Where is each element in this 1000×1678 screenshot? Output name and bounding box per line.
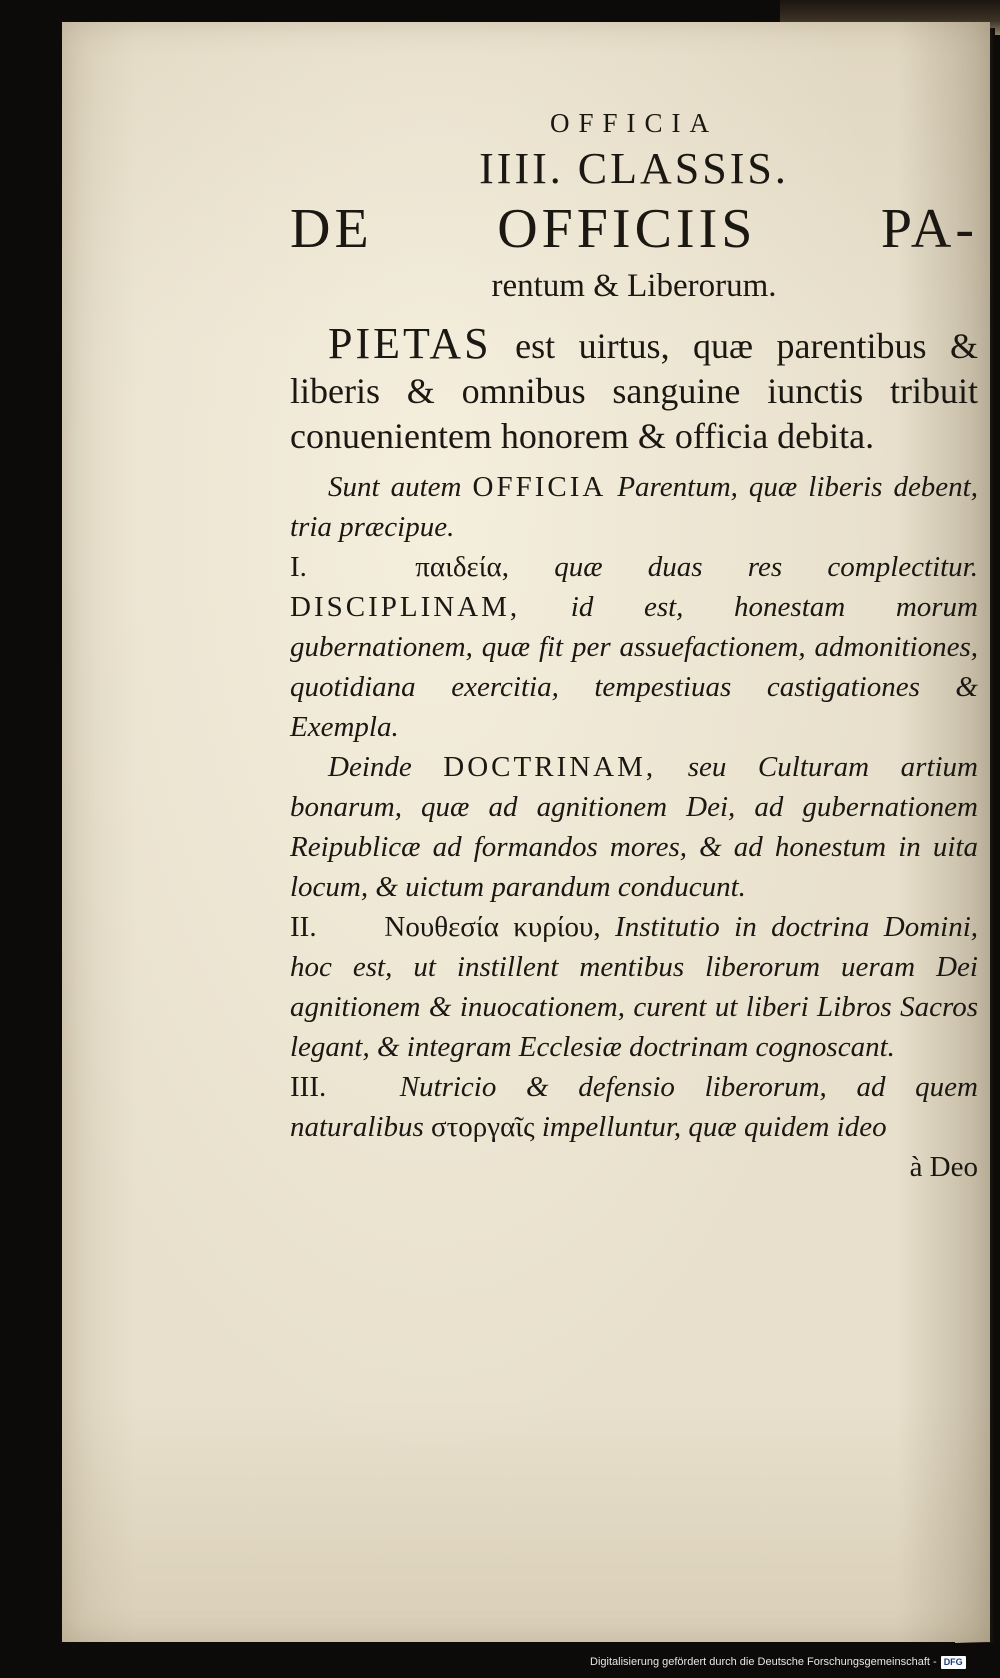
section-1-disciplinam: DISCIPLINAM, <box>290 591 521 623</box>
footer-credit: Digitalisierung gefördert durch die Deutsche Forschungsgemeinschaft - <box>590 1656 937 1668</box>
catchword: à Deo <box>909 1151 978 1183</box>
intro-text-a: Sunt autem <box>328 471 462 503</box>
section-1-greek: παιδεία, <box>415 551 509 583</box>
definition-initial: PIETAS <box>328 319 492 368</box>
section-1-number: I. <box>290 551 307 583</box>
section-2-text: Institutio in doctrina Domini, hoc est, ut instillent mentibus liberorum ueram Dei agnitionem & inuocationem, curent ut liberi Libros Sacros legant, & integram Ecclesiæ doctrinam cognoscant. <box>290 911 979 1063</box>
section-2-number: II. <box>290 911 317 943</box>
section-1b-text-c: seu Culturam artium bonarum, quæ ad agnitionem Dei, ad gubernationem Reipublicæ ad formandos mores, & ad honestum in uita locum, & uictum parandum conducunt. <box>290 751 978 903</box>
section-1-text-c: id est, honestam morum gubernationem, quæ fit per assuefactionem, admonitiones, quotidiana exercitia, tempestiuas castigationes & Exempla. <box>290 591 978 743</box>
digitization-footer <box>590 1653 966 1671</box>
section-1b-doctrinam: DOCTRINAM, <box>443 751 657 783</box>
intro-officia: OFFICIA <box>472 471 607 503</box>
definition-paragraph <box>290 321 978 459</box>
section-3-paragraph <box>290 1067 978 1147</box>
running-head: OFFICIA <box>549 108 719 138</box>
section-1-paragraph <box>290 547 978 747</box>
page-text <box>290 105 978 1187</box>
body-text <box>290 467 978 1187</box>
intro-text-c: Parentum, quæ liberis debent, tria præcipue. <box>290 471 978 543</box>
intro-paragraph <box>290 467 978 547</box>
section-1b-paragraph <box>290 747 978 907</box>
section-3-text-a: Nutricio & defensio liberorum, ad quem naturalibus <box>290 1071 978 1143</box>
section-1-text-a: quæ duas res complectitur. <box>554 551 978 583</box>
section-3-number: III. <box>290 1071 327 1103</box>
section-3-greek: στοργαῖς <box>431 1111 535 1143</box>
section-2-paragraph <box>290 907 978 1067</box>
dfg-logo: DFG <box>941 1656 966 1669</box>
section-3-text-b: impelluntur, quæ quidem ideo <box>541 1111 887 1143</box>
subtitle: rentum & Liberorum. <box>491 268 777 304</box>
main-title: DE OFFICIIS PA- <box>290 198 978 260</box>
definition-text: est uirtus, quæ parentibus & liberis & omnibus sanguine iunctis tribuit conuenientem honorem & officia debita. <box>290 326 978 456</box>
section-2-greek: Νουθεσία κυρίου, <box>384 911 601 943</box>
class-title: IIII. CLASSIS. <box>479 144 789 193</box>
section-1b-text-a: Deinde <box>328 751 412 783</box>
